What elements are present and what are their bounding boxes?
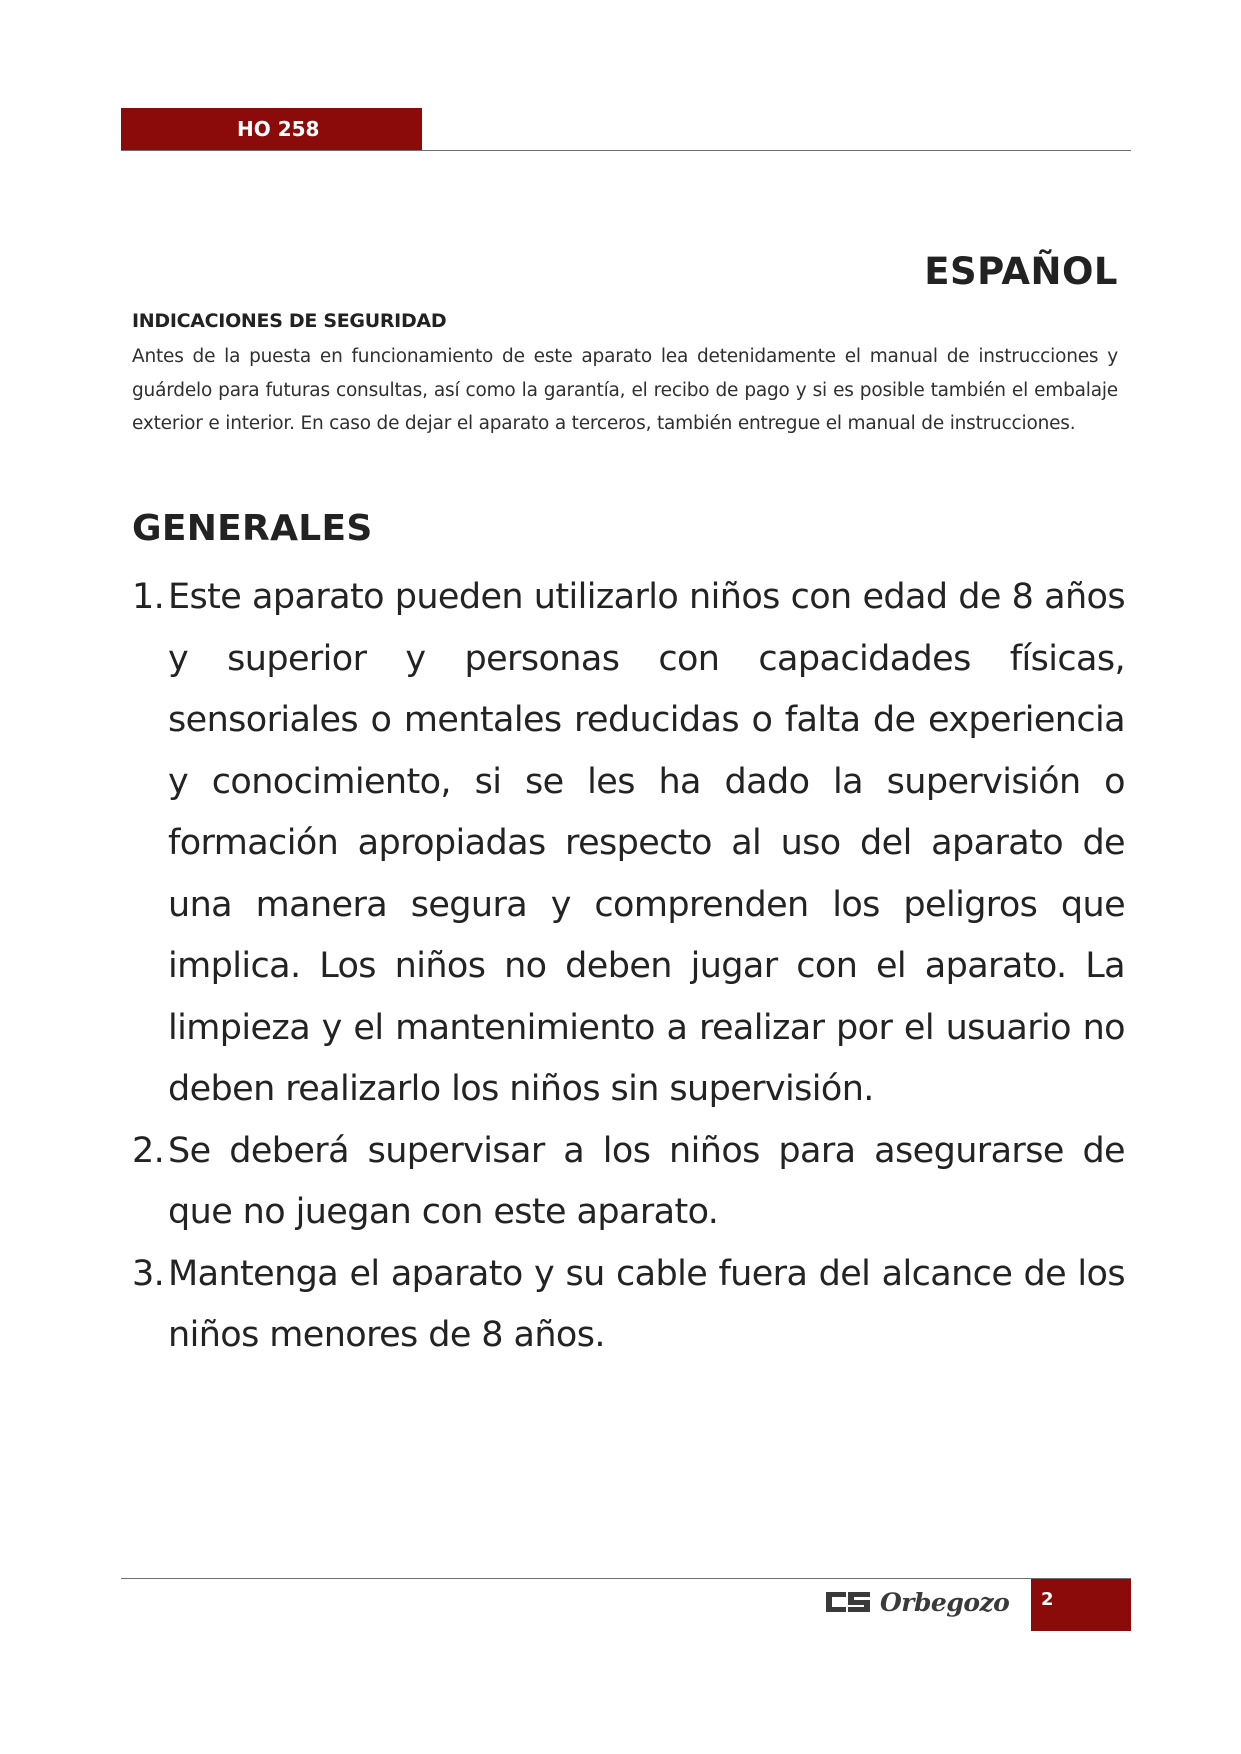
footer-divider: [121, 1578, 1131, 1579]
language-title: ESPAÑOL: [924, 250, 1118, 293]
list-item-number: 1.: [132, 577, 165, 617]
generales-heading: GENERALES: [132, 508, 373, 549]
header-divider: [121, 150, 1131, 151]
brand-mark-icon: [826, 1590, 870, 1614]
page-number-box: [1031, 1579, 1131, 1631]
list-item-number: 3.: [132, 1253, 165, 1294]
list-item-text: Mantenga el aparato y su cable fuera del alcance de los niños menores de 8 años.: [168, 1253, 1125, 1355]
safety-heading: INDICACIONES DE SEGURIDAD: [132, 310, 447, 332]
list-item-text: Este aparato pueden utilizarlo niños con edad de 8 años y superior y personas con capacidades físicas, sensoriales o mentales reducidas o falta de experiencia y conocimiento, si se les ha dado la supervisión o formación apropiadas respecto al uso del aparato de una manera segura y comprenden los peligros que implica. Los niños no deben jugar con el aparato. La limpieza y el mantenimiento a realizar por el usuario no deben realizarlo los niños sin supervisión.: [168, 577, 1125, 1109]
brand-name: Orbegozo: [880, 1587, 1010, 1617]
page-number: 2: [1041, 1589, 1054, 1610]
list-item: [132, 567, 1125, 1121]
model-code: HO 258: [237, 117, 320, 141]
brand-logo: [826, 1584, 1012, 1620]
list-item: [132, 1244, 1125, 1367]
list-item-text: Se deberá supervisar a los niños para asegurarse de que no juegan con este aparato.: [168, 1130, 1125, 1232]
list-item: [132, 1121, 1125, 1244]
header-model-bar: [121, 108, 422, 150]
list-item-number: 2.: [132, 1130, 165, 1171]
safety-intro-paragraph: Antes de la puesta en funcionamiento de este aparato lea detenidamente el manual de instrucciones y guárdelo para futuras consultas, así como la garantía, el recibo de pago y si es posible también el embalaje exterior e interior. En caso de dejar el aparato a terceros, también entregue el manual de instrucciones.: [132, 346, 1118, 434]
generales-list: [132, 567, 1125, 1367]
